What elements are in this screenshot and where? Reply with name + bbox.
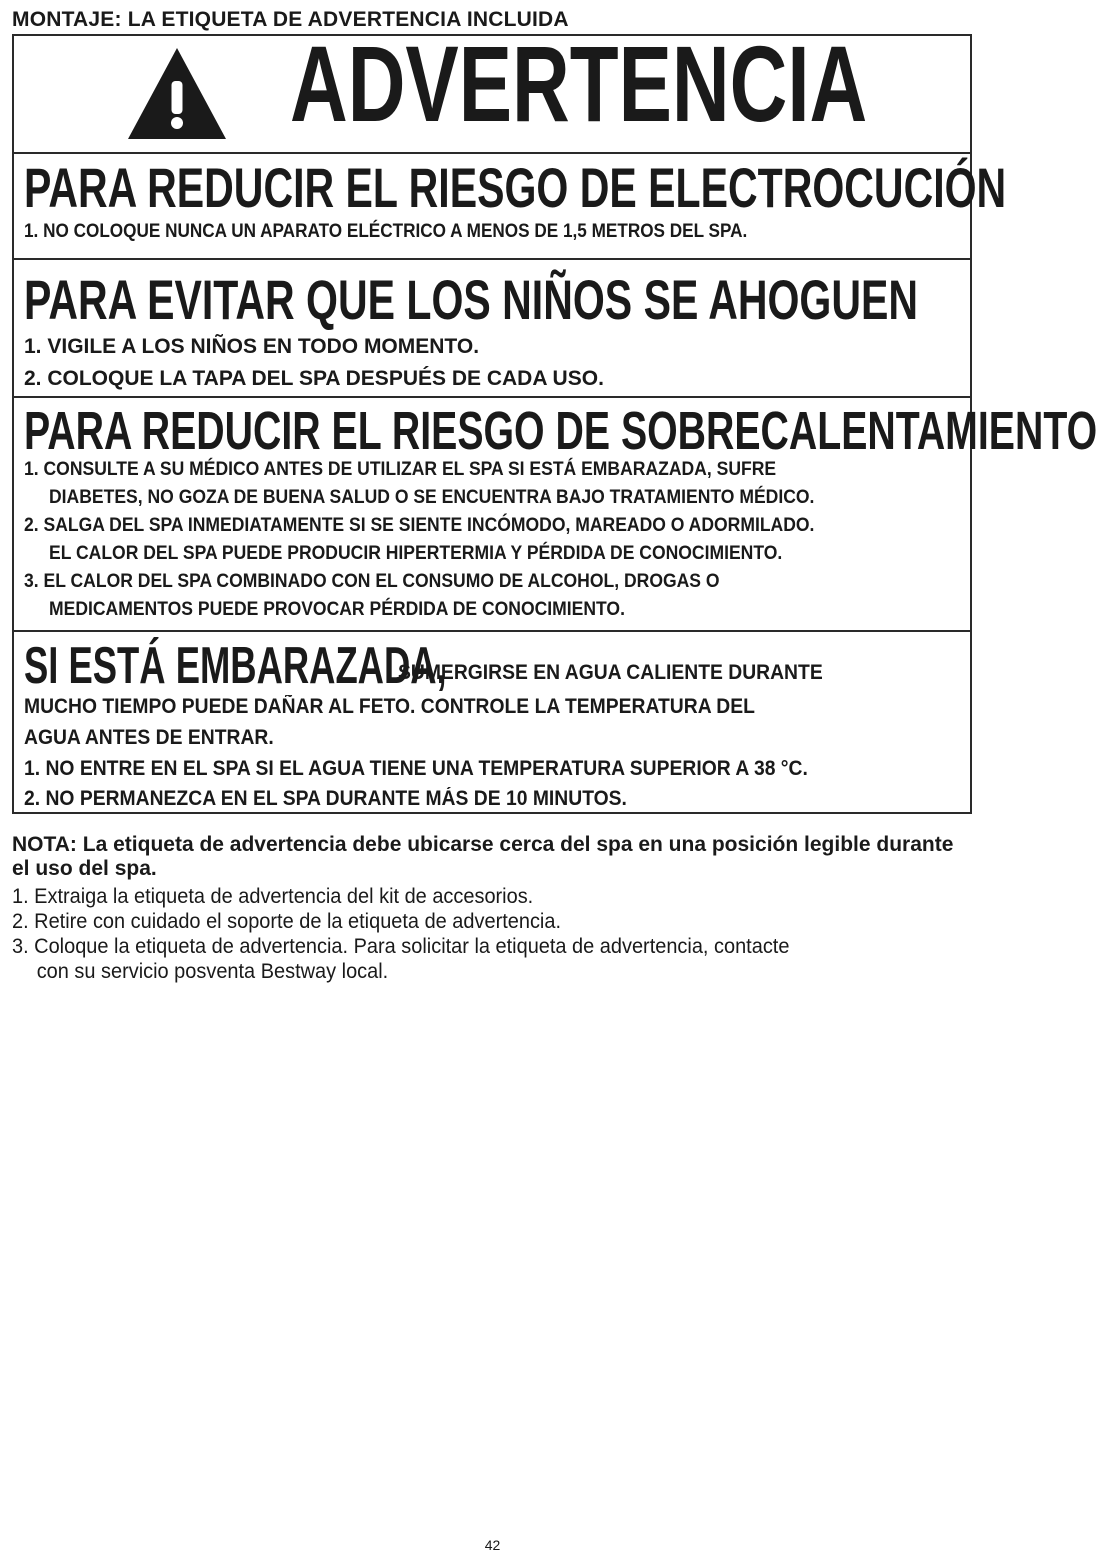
pregnancy-text-3: AGUA ANTES DE ENTRAR. (24, 726, 274, 749)
overheating-line-2: DIABETES, NO GOZA DE BUENA SALUD O SE ENCUENTRA BAJO TRATAMIENTO MÉDICO. (49, 486, 815, 508)
overheating-line-3: 2. SALGA DEL SPA INMEDIATAMENTE SI SE SIENTE INCÓMODO, MAREADO O ADORMILADO. (24, 514, 815, 536)
section-header: MONTAJE: LA ETIQUETA DE ADVERTENCIA INCLUIDA (12, 8, 569, 31)
page-number: 42 (484, 1537, 501, 1553)
instruction-steps (12, 884, 830, 984)
warning-triangle-icon (126, 46, 228, 141)
step-3-continued: con su servicio posventa Bestway local. (36, 960, 389, 983)
overheating-line-4: EL CALOR DEL SPA PUEDE PRODUCIR HIPERTERMIA Y PÉRDIDA DE CONOCIMIENTO. (49, 542, 783, 564)
overheating-line-6: MEDICAMENTOS PUEDE PROVOCAR PÉRDIDA DE CONOCIMIENTO. (49, 598, 625, 620)
pregnancy-heading: SI ESTÁ EMBARAZADA, (24, 637, 447, 695)
pregnancy-item-2: 2. NO PERMANEZCA EN EL SPA DURANTE MÁS DE 10 MINUTOS. (24, 787, 627, 810)
drowning-heading: PARA EVITAR QUE LOS NIÑOS SE AHOGUEN (24, 268, 919, 331)
warning-label (12, 23, 1097, 814)
overheating-line-5: 3. EL CALOR DEL SPA COMBINADO CON EL CONSUMO DE ALCOHOL, DROGAS O (24, 570, 720, 592)
overheating-line-1: 1. CONSULTE A SU MÉDICO ANTES DE UTILIZAR EL SPA SI ESTÁ EMBARAZADA, SUFRE (24, 458, 777, 480)
pregnancy-item-1: 1. NO ENTRE EN EL SPA SI EL AGUA TIENE UNA TEMPERATURA SUPERIOR A 38 °C. (24, 757, 808, 780)
overheating-heading: PARA REDUCIR EL RIESGO DE SOBRECALENTAMIENTO (24, 401, 1097, 461)
pregnancy-text-1: SUMERGIRSE EN AGUA CALIENTE DURANTE (398, 661, 823, 684)
drowning-item-1: 1. VIGILE A LOS NIÑOS EN TODO MOMENTO. (24, 335, 480, 358)
drowning-section (14, 258, 970, 396)
electrocution-section (14, 152, 1007, 258)
label-title-section (14, 23, 970, 152)
pregnancy-text-2: MUCHO TIEMPO PUEDE DAÑAR AL FETO. CONTROLE LA TEMPERATURA DEL (24, 695, 755, 718)
electrocution-item-1: 1. NO COLOQUE NUNCA UN APARATO ELÉCTRICO A MENOS DE 1,5 METROS DEL SPA. (24, 220, 748, 242)
step-1: 1. Extraiga la etiqueta de advertencia del kit de accesorios. (12, 885, 534, 908)
overheating-section (14, 396, 1097, 630)
label-title: ADVERTENCIA (290, 23, 868, 144)
step-3: 3. Coloque la etiqueta de advertencia. Para solicitar la etiqueta de advertencia, contacte (12, 935, 790, 958)
electrocution-heading: PARA REDUCIR EL RIESGO DE ELECTROCUCIÓN (24, 156, 1007, 219)
note-paragraph: NOTA: La etiqueta de advertencia debe ubicarse cerca del spa en una posición legible durante el uso del spa. (12, 833, 954, 880)
pregnancy-section (14, 630, 970, 814)
step-2: 2. Retire con cuidado el soporte de la etiqueta de advertencia. (12, 910, 561, 933)
drowning-item-2: 2. COLOQUE LA TAPA DEL SPA DESPUÉS DE CADA USO. (24, 367, 604, 390)
